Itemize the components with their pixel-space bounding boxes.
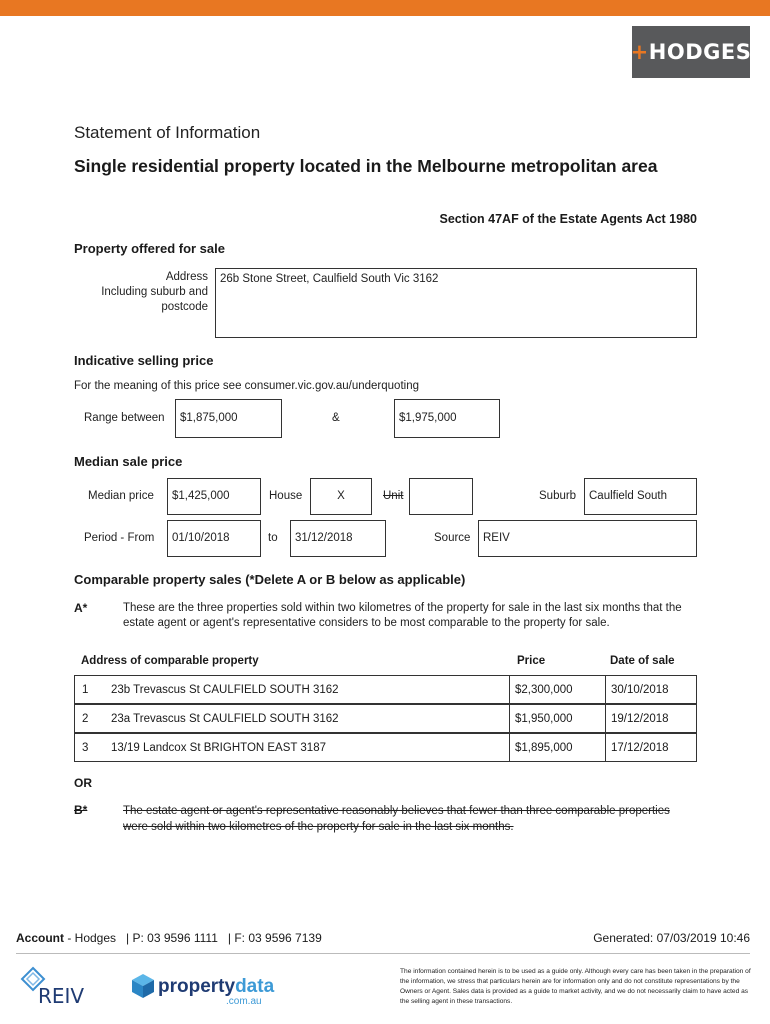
or-label: OR [74, 776, 92, 790]
row-price: $1,895,000 [515, 741, 573, 754]
row-date: 17/12/2018 [611, 741, 669, 754]
option-a-text: These are the three properties sold within two kilometres of the property for sale in the last six months that the estate agent or agent's representative considers to be most comparable to the property for sale. [123, 602, 682, 629]
table-row [74, 675, 697, 704]
source-label: Source [434, 532, 471, 544]
range-low-field[interactable]: $1,875,000 [175, 399, 282, 438]
account-contact: - Hodges | P: 03 9596 1111 | F: 03 9596 7139 [64, 931, 322, 945]
period-to-label: to [268, 532, 278, 544]
address-label-line2: Including suburb and [101, 286, 208, 298]
table-row [74, 704, 697, 733]
address-label-line1: Address [165, 271, 208, 283]
logo-word-data: data [235, 976, 275, 997]
logo-word-property: property [158, 976, 236, 997]
cell-divider [509, 676, 510, 703]
row-number: 1 [82, 683, 89, 696]
col-header-date: Date of sale [610, 655, 675, 667]
document-title: Statement of Information [74, 123, 261, 142]
range-high-field[interactable]: $1,975,000 [394, 399, 500, 438]
row-date: 19/12/2018 [611, 712, 669, 725]
account-label: Account [16, 931, 64, 945]
median-section-heading: Median sale price [74, 454, 183, 469]
footer-divider [16, 953, 750, 954]
row-date: 30/10/2018 [611, 683, 669, 696]
propertydata-cube-icon [130, 972, 156, 1000]
option-a-label: A* [74, 601, 88, 615]
row-address: 23a Trevascus St CAULFIELD SOUTH 3162 [111, 712, 339, 725]
cell-divider [605, 734, 606, 761]
row-address: 13/19 Landcox St BRIGHTON EAST 3187 [111, 741, 326, 754]
propertydata-logo-domain: .com.au [226, 996, 262, 1007]
cell-divider [509, 734, 510, 761]
range-and-label: & [332, 412, 340, 424]
address-field[interactable]: 26b Stone Street, Caulfield South Vic 3162 [215, 268, 697, 338]
suburb-field[interactable]: Caulfield South [584, 478, 697, 515]
unit-label: Unit [383, 490, 404, 502]
section-reference: Section 47AF of the Estate Agents Act 1980 [439, 212, 697, 226]
house-field[interactable]: X [310, 478, 372, 515]
cell-divider [509, 705, 510, 732]
row-address: 23b Trevascus St CAULFIELD SOUTH 3162 [111, 683, 339, 696]
source-field[interactable]: REIV [478, 520, 697, 557]
row-number: 3 [82, 741, 89, 754]
reiv-logo [16, 966, 96, 1008]
row-price: $2,300,000 [515, 683, 573, 696]
address-label-line3: postcode [161, 301, 208, 313]
top-accent-bar [0, 0, 770, 16]
median-price-label: Median price [88, 490, 154, 502]
table-row [74, 733, 697, 762]
generated-timestamp: Generated: 07/03/2019 10:46 [593, 931, 750, 945]
account-info [16, 931, 322, 945]
indicative-note: For the meaning of this price see consumer.vic.gov.au/underquoting [74, 380, 419, 392]
row-price: $1,950,000 [515, 712, 573, 725]
col-header-price: Price [517, 655, 546, 667]
suburb-label: Suburb [539, 490, 577, 502]
hodges-logo [632, 26, 750, 78]
propertydata-logo-text [158, 976, 274, 998]
page-heading: Single residential property located in the Melbourne metropolitan area [74, 156, 658, 176]
cell-divider [605, 705, 606, 732]
logo-plus: + [630, 40, 649, 64]
option-b-label: B* [74, 803, 88, 817]
propertydata-logo [130, 970, 275, 1008]
median-price-field[interactable]: $1,425,000 [167, 478, 261, 515]
col-header-address: Address of comparable property [81, 655, 259, 667]
indicative-section-heading: Indicative selling price [74, 353, 214, 368]
logo-text: HODGES [648, 40, 752, 64]
property-section-heading: Property offered for sale [74, 241, 225, 256]
reiv-logo-text: REIV [38, 984, 85, 1008]
period-from-field[interactable]: 01/10/2018 [167, 520, 261, 557]
disclaimer-text: The information contained herein is to be used as a guide only. Although every care has been taken in the preparation of the information, we stress that particulars herein are for information only and do not constitute representations by the Owners or Agent. Sales data is provided as a guide to market activity, and we do not necessarily claim to have acted as the selling agent in these transactions. [400, 968, 751, 1005]
address-label [80, 270, 208, 315]
period-to-field[interactable]: 31/12/2018 [290, 520, 386, 557]
row-number: 2 [82, 712, 89, 725]
house-label: House [269, 490, 303, 502]
unit-field[interactable] [409, 478, 473, 515]
option-b-text: The estate agent or agent's representative reasonably believes that fewer than three comparable properties were sold within two kilometres of the property for sale in the last six months. [123, 805, 670, 833]
comparable-section-heading: Comparable property sales (*Delete A or B below as applicable) [74, 572, 466, 587]
period-from-label: Period - From [84, 532, 155, 544]
range-label: Range between [84, 412, 165, 424]
cell-divider [605, 676, 606, 703]
